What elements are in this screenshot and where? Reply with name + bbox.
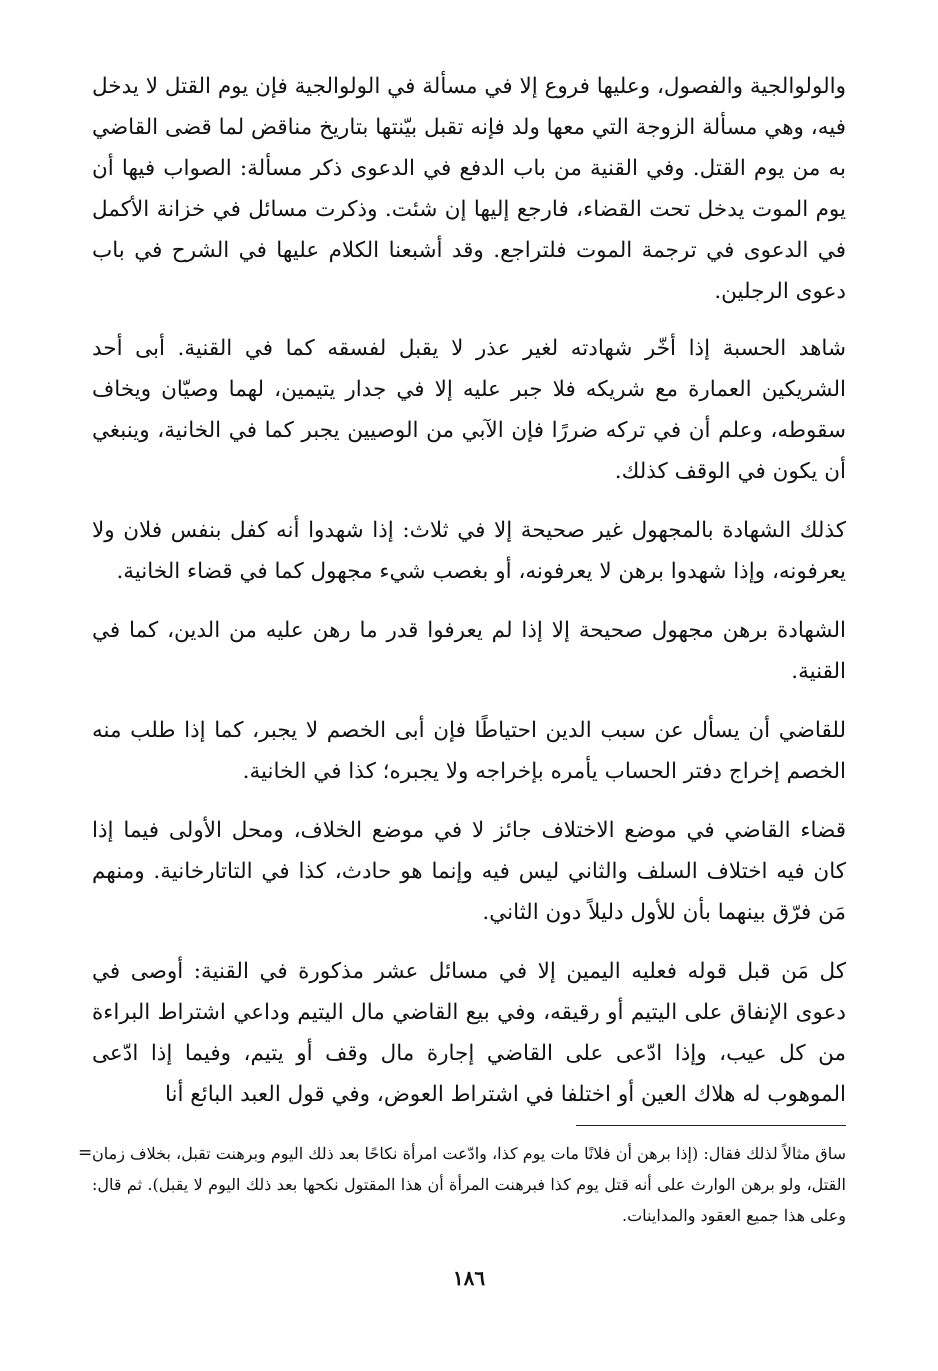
main-text [92,66,846,1115]
paragraph-7: كل مَن قبل قوله فعليه اليمين إلا في مسائل عشر مذكورة في القنية: أوصى في دعوى الإنفاق على اليتيم أو رقيقه، وفي بيع القاضي مال اليتيم وداعي اشتراط البراءة من كل عيب، وإذا ادّعى على القاضي إجارة مال وقف أو يتيم، وفيما إذا ادّعى الموهوب له هلاك العين أو اختلفا في اشتراط العوض، وفي قول العبد البائع أنا [92,959,846,1107]
paragraph-5: للقاضي أن يسأل عن سبب الدين احتياطًا فإن أبى الخصم لا يجبر، كما إذا طلب منه الخصم إخراج دفتر الحساب يأمره بإخراجه ولا يجبره؛ كذا في الخانية. [92,718,846,784]
footnote-divider [576,1125,846,1126]
footnote-continuation-marker: = [78,1143,93,1163]
paragraph-6: قضاء القاضي في موضع الاختلاف جائز لا في موضع الخلاف، ومحل الأولى فيما إذا كان فيه اختلاف السلف والثاني ليس فيه وإنما هو حادث، كذا في التاتارخانية. ومنهم مَن فرّق بينهما بأن للأول دليلاً دون الثاني. [92,818,847,925]
paragraph-4: الشهادة برهن مجهول صحيحة إلا إذا لم يعرفوا قدر ما رهن عليه من الدين، كما في القنية. [92,618,846,684]
paragraph-1: والولوالجية والفصول، وعليها فروع إلا في مسألة في الولوالجية فإن يوم القتل لا يدخل فيه، وهي مسألة الزوجة التي معها ولد فإنه تقبل بيّنتها بتاريخ مناقض لما قضى القاضي به من يوم القتل. وفي القنية من باب الدفع في الدعوى ذكر مسألة: الصواب فيها أن يوم الموت يدخل تحت القضاء، فارجع إليها إن شئت. وذكرت مسائل في خزانة الأكمل في الدعوى في ترجمة الموت فلتراجع. وقد أشبعنا الكلام عليها في الشرح في باب دعوى الرجلين. [92,74,846,304]
footnote [78,1138,846,1231]
paragraph-2: شاهد الحسبة إذا أخّر شهادته لغير عذر لا يقبل لفسقه كما في القنية. أبى أحد الشريكين العمارة مع شريكه فلا جبر عليه إلا في جدار يتيمين، لهما وصيّان ويخاف سقوطه، وعلم أن في تركه ضررًا فإن الآبي من الوصيين يجبر كما في الخانية، وينبغي أن يكون في الوقف كذلك. [92,336,846,484]
paragraph-3: كذلك الشهادة بالمجهول غير صحيحة إلا في ثلاث: إذا شهدوا أنه كفل بنفس فلان ولا يعرفونه، وإذا شهدوا برهن لا يعرفونه، أو بغصب شيء مجهول كما في قضاء الخانية. [92,518,846,584]
page-number: ١٨٦ [452,1266,486,1290]
footnote-text: ساق مثالاً لذلك فقال: (إذا برهن أن فلانًا مات يوم كذا، وادّعت امرأة نكاحًا بعد ذلك اليوم وبرهنت تقبل، بخلاف زمان القتل، ولو برهن الوارث على أنه قتل يوم كذا فبرهنت المرأة أن هذا المقتول نكحها بعد ذلك اليوم لا يقبل). ثم قال: وعلى هذا جميع العقود والمداينات. [92,1144,846,1225]
